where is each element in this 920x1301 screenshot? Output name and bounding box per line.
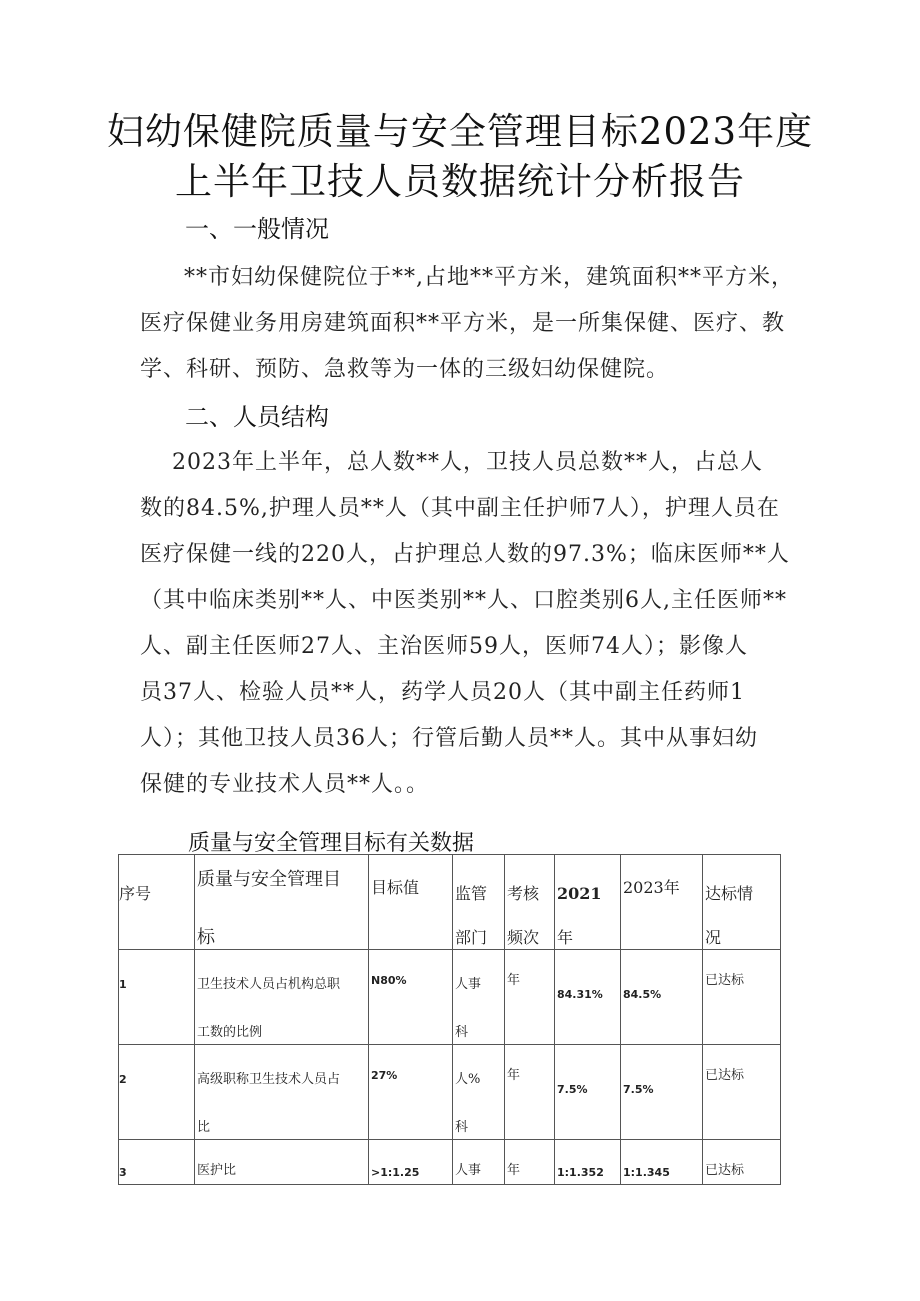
report-title-line2: 上半年卫技人员数据统计分析报告: [175, 160, 745, 203]
header-dept-line1: 监管: [455, 884, 488, 903]
section1-paragraph: [140, 255, 792, 393]
paragraph-line: 医疗保健一线的220人，占护理总人数的97.3%；临床医师**人: [140, 542, 790, 567]
table-cell: [369, 1045, 453, 1140]
cell-2023: 84.5%: [623, 988, 662, 1001]
table-cell: [369, 950, 453, 1045]
cell-seq: 3: [119, 1166, 127, 1179]
header-freq-line2: 频次: [507, 928, 540, 947]
table-cell: [621, 1045, 703, 1140]
header-cell: [555, 855, 621, 950]
table-cell: [555, 1045, 621, 1140]
cell-status: 已达标: [705, 1163, 745, 1178]
paragraph-line: **市妇幼保健院位于**,占地**平方米，建筑面积**平方米，: [184, 265, 794, 290]
cell-dept-line2: 科: [455, 1120, 469, 1135]
cell-2021: 1:1.352: [557, 1166, 604, 1179]
report-title-line1: 妇幼保健院质量与安全管理目标2023年度: [106, 110, 814, 153]
paragraph-line: 人）；其他卫技人员36人；行管后勤人员**人。其中从事妇幼: [140, 726, 758, 751]
cell-target-line2: 比: [197, 1120, 211, 1135]
table-cell: [505, 1140, 555, 1185]
header-cell: [703, 855, 781, 950]
paragraph-line: 人、副主任医师27人、主治医师59人，医师74人）；影像人: [140, 634, 748, 659]
cell-target-line1: 卫生技术人员占机构总职: [197, 977, 341, 992]
paragraph-line: 数的84.5%,护理人员**人（其中副主任护师7人），护理人员在: [140, 496, 780, 521]
table-cell: [555, 950, 621, 1045]
table-row: [119, 1045, 781, 1140]
table-cell: [703, 950, 781, 1045]
table-cell: [119, 950, 195, 1045]
table-cell: [555, 1140, 621, 1185]
cell-2023: 1:1.345: [623, 1166, 670, 1179]
section2-heading: 二、人员结构: [185, 403, 329, 431]
quality-target-table: [118, 854, 781, 1185]
cell-seq: 1: [119, 978, 127, 991]
cell-target-line2: 工数的比例: [197, 1025, 263, 1040]
header-seq: 序号: [119, 884, 152, 903]
header-2023: 2023年: [623, 878, 680, 897]
table-cell: [195, 950, 369, 1045]
header-freq-line1: 考核: [507, 884, 540, 903]
table-cell: [369, 1140, 453, 1185]
header-status-line1: 达标情: [705, 884, 754, 903]
header-status-line2: 况: [705, 928, 722, 947]
paragraph-line: 学、科研、预防、急救等为一体的三级妇幼保健院。: [140, 357, 670, 382]
paragraph-line: 2023年上半年，总人数**人，卫技人员总数**人，占总人: [140, 450, 763, 475]
table-row: [119, 1140, 781, 1185]
cell-freq: 年: [507, 973, 521, 988]
cell-value: 27%: [371, 1069, 398, 1082]
table-row: [119, 950, 781, 1045]
cell-dept-line1: 人%: [455, 1072, 481, 1087]
table-header-row: [119, 855, 781, 950]
table-cell: [195, 1045, 369, 1140]
table-cell: [195, 1140, 369, 1185]
paragraph-line: （其中临床类别**人、中医类别**人、口腔类别6人,主任医师**: [140, 588, 787, 613]
cell-seq: 2: [119, 1073, 127, 1086]
header-cell: [195, 855, 369, 950]
table-cell: [453, 1045, 505, 1140]
cell-freq: 年: [507, 1068, 521, 1083]
header-dept-line2: 部门: [455, 928, 488, 947]
header-cell: [505, 855, 555, 950]
paragraph-line: 员37人、检验人员**人，药学人员20人（其中副主任药师1: [140, 680, 745, 705]
table-cell: [119, 1140, 195, 1185]
cell-target-line1: 高级职称卫生技术人员占: [197, 1072, 341, 1087]
header-cell: [453, 855, 505, 950]
header-2021-line2: 年: [557, 928, 574, 947]
cell-freq: 年: [507, 1163, 521, 1178]
header-value: 目标值: [371, 878, 420, 897]
table-cell: [703, 1140, 781, 1185]
section2-paragraph: [140, 440, 792, 808]
table-caption: 质量与安全管理目标有关数据: [188, 831, 475, 856]
table-cell: [505, 1045, 555, 1140]
paragraph-line: 保健的专业技术人员**人。。: [140, 772, 430, 797]
header-cell: [369, 855, 453, 950]
cell-value: >1:1.25: [371, 1166, 420, 1179]
table-cell: [621, 950, 703, 1045]
cell-2021: 84.31%: [557, 988, 603, 1001]
table-cell: [453, 950, 505, 1045]
paragraph-line: 医疗保健业务用房建筑面积**平方米，是一所集保健、医疗、教: [140, 311, 786, 336]
section1-heading: 一、一般情况: [185, 215, 329, 243]
header-target-line1: 质量与安全管理目: [197, 869, 341, 890]
table-cell: [621, 1140, 703, 1185]
table-cell: [703, 1045, 781, 1140]
cell-dept-line2: 科: [455, 1025, 469, 1040]
cell-status: 已达标: [705, 973, 745, 988]
header-target-line2: 标: [197, 927, 215, 948]
cell-dept-line1: 人事: [455, 1163, 482, 1178]
table-cell: [505, 950, 555, 1045]
header-cell: [119, 855, 195, 950]
header-cell: [621, 855, 703, 950]
cell-2021: 7.5%: [557, 1083, 588, 1096]
table-cell: [119, 1045, 195, 1140]
cell-target-line1: 医护比: [197, 1163, 237, 1178]
cell-dept-line1: 人事: [455, 977, 482, 992]
header-2021-line1: 2021: [557, 884, 602, 903]
table-cell: [453, 1140, 505, 1185]
cell-2023: 7.5%: [623, 1083, 654, 1096]
cell-status: 已达标: [705, 1068, 745, 1083]
cell-value: N80%: [371, 974, 407, 987]
